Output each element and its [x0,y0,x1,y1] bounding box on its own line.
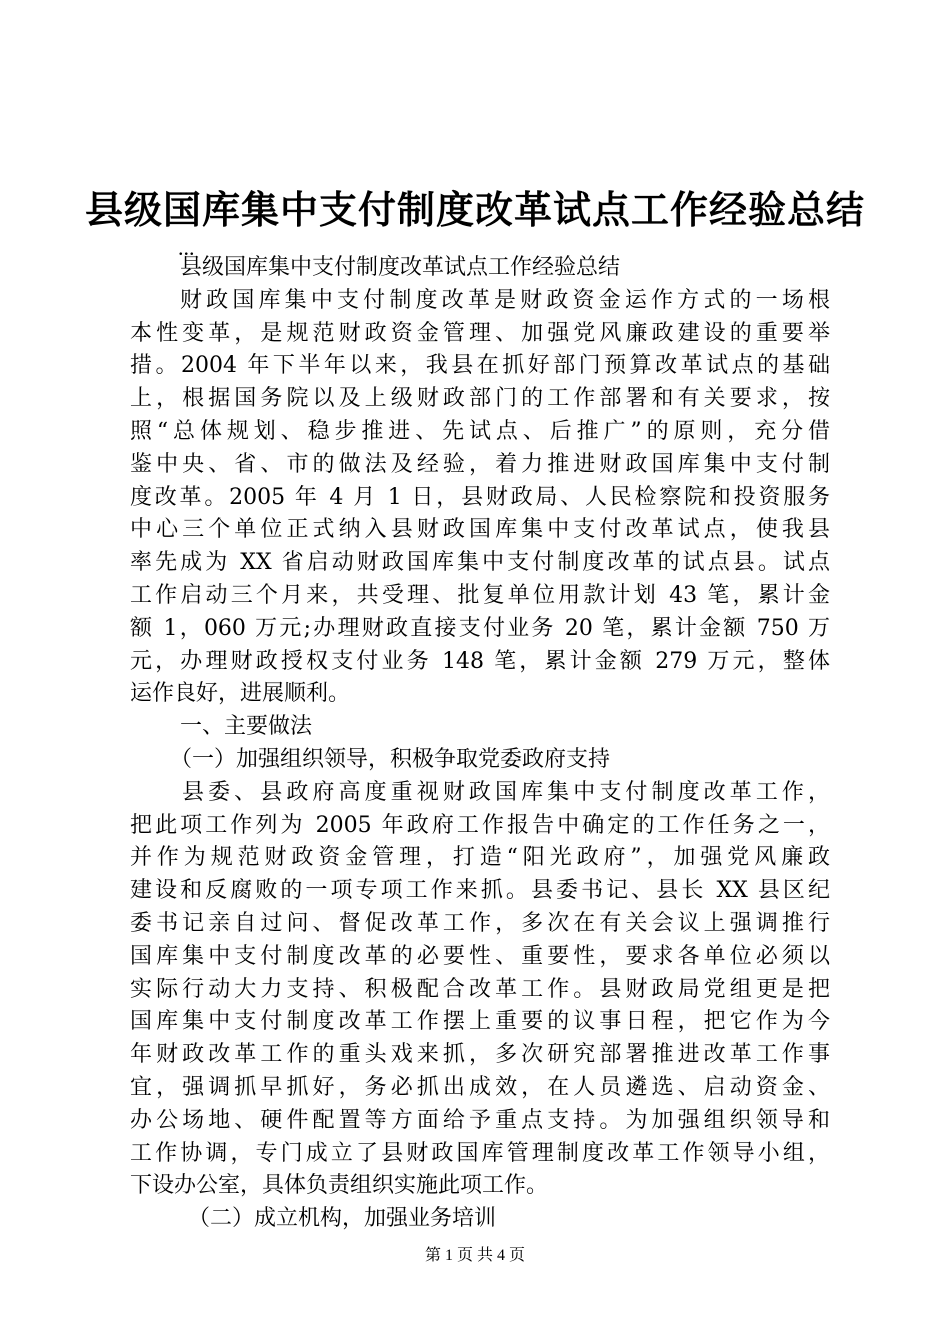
paragraph-line: 县委、县政府高度重视财政国库集中支付制度改革工作， [182,779,830,805]
paragraph-line: 工作启动三个月来，共受理、批复单位用款计划 43 笔，累计金 [130,582,830,608]
paragraph-line: 委书记亲自过问、督促改革工作，多次在有关会议上强调推行 [130,910,830,936]
paragraph-line: 元，办理财政授权支付业务 148 笔，累计金额 279 万元，整体 [130,648,830,674]
paragraph-line: 国库集中支付制度改革的必要性、重要性，要求各单位必须以 [130,943,830,969]
section-heading: 一、主要做法 [180,714,313,740]
page-footer: 第 1 页 共 4 页 [424,1247,525,1264]
document-title: 县级国库集中支付制度改革试点工作经验总结 [84,187,865,232]
paragraph-line: 年财政改革工作的重头戏来抓，多次研究部署推进改革工作事 [130,1042,830,1068]
paragraph-line: 工作协调，专门成立了县财政国库管理制度改革工作领导小组， [130,1140,830,1166]
paragraph-line: 照“总体规划、稳步推进、先试点、后推广”的原则，充分借 [130,418,830,444]
body-heading: 县级国库集中支付制度改革试点工作经验总结 [180,255,621,280]
subsection-heading: （二）成立机构，加强业务培训 [188,1206,497,1232]
subsection-heading: （一）加强组织领导，积极争取党委政府支持 [170,746,611,772]
document-body [130,252,830,1236]
paragraph-line: 额 1，060 万元;办理财政直接支付业务 20 笔，累计金额 750 万 [130,615,830,641]
paragraph-line: 率先成为 XX 省启动财政国库集中支付制度改革的试点县。试点 [130,550,831,576]
paragraph-line: 建设和反腐败的一项专项工作来抓。县委书记、县长 XX 县区纪 [130,878,830,904]
paragraph-line: 中心三个单位正式纳入县财政国库集中支付改革试点，使我县 [130,517,830,543]
paragraph-line: 度改革。2005 年 4 月 1 日，县财政局、人民检察院和投资服务 [130,484,830,510]
paragraph-line: 办公场地、硬件配置等方面给予重点支持。为加强组织领导和 [130,1107,830,1133]
ellipsis: ... [178,235,195,260]
paragraph-line: 并作为规范财政资金管理，打造“阳光政府”，加强党风廉政 [130,845,830,871]
paragraph-line: 运作良好，进展顺利。 [130,681,351,707]
paragraph-line: 国库集中支付制度改革工作摆上重要的议事日程，把它作为今 [130,1009,830,1035]
paragraph-line: 宜，强调抓早抓好，务必抓出成效，在人员遴选、启动资金、 [130,1074,830,1100]
paragraph-line: 措。2004 年下半年以来，我县在抓好部门预算改革试点的基础 [130,353,830,379]
paragraph-line: 下设办公室，具体负责组织实施此项工作。 [130,1173,549,1199]
paragraph-line: 本性变革，是规范财政资金管理、加强党风廉政建设的重要举 [130,320,830,346]
paragraph-line: 把此项工作列为 2005 年政府工作报告中确定的工作任务之一， [130,812,830,838]
paragraph-line: 财政国库集中支付制度改革是财政资金运作方式的一场根 [180,287,830,313]
paragraph-line: 上，根据国务院以及上级财政部门的工作部署和有关要求，按 [130,386,830,412]
paragraph-line: 鉴中央、省、市的做法及经验，着力推进财政国库集中支付制 [130,451,830,477]
paragraph-line: 实际行动大力支持、积极配合改革工作。县财政局党组更是把 [130,976,830,1002]
